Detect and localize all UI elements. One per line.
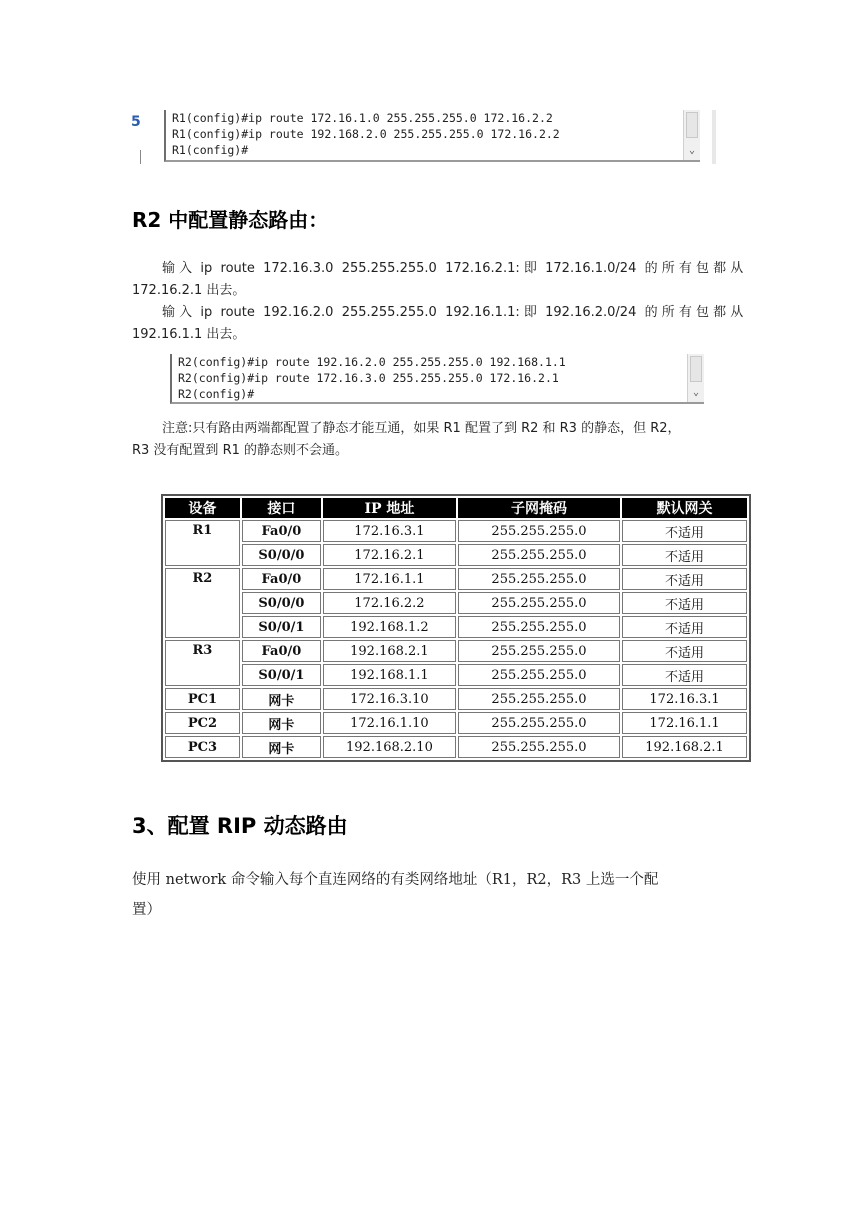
ip-cell: 192.168.2.1 xyxy=(323,640,456,662)
table-row xyxy=(165,568,747,590)
note-line2: R3 没有配置到 R1 的静态则不会通。 xyxy=(132,443,349,458)
mask-cell: 255.255.255.0 xyxy=(458,544,620,566)
interface-cell: S0/0/0 xyxy=(242,592,321,614)
gateway-cell: 192.168.2.1 xyxy=(622,736,747,758)
gateway-cell: 不适用 xyxy=(622,616,747,638)
table-row xyxy=(165,736,747,758)
paragraph-route-2-line2: 192.16.1.1 出去。 xyxy=(132,327,246,342)
paragraph-route-2-line1: 输 入 ip route 192.16.2.0 255.255.255.0 192.16.1.1: 即 192.16.2.0/24 的 所 有 包 都 从 xyxy=(162,305,744,320)
interface-cell: S0/0/1 xyxy=(242,616,321,638)
rip-instruction-line1: 使用 network 命令输入每个直连网络的有类网络地址（R1，R2，R3 上选一个配 xyxy=(132,872,659,888)
gateway-cell: 不适用 xyxy=(622,520,747,542)
device-cell: R3 xyxy=(165,640,240,686)
interface-cell: Fa0/0 xyxy=(242,568,321,590)
table-header-row xyxy=(165,498,747,518)
col-header-mask: 子网掩码 xyxy=(458,498,620,518)
ip-cell: 192.168.2.10 xyxy=(323,736,456,758)
terminal-line: R1(config)#ip route 172.16.1.0 255.255.255.0 172.16.2.2 xyxy=(172,111,553,125)
note-line1: 注意:只有路由两端都配置了静态才能互通，如果 R1 配置了到 R2 和 R3 的静态，但 R2， xyxy=(162,421,681,436)
table-row xyxy=(165,544,747,566)
mask-cell: 255.255.255.0 xyxy=(458,712,620,734)
terminal-frame-edge xyxy=(712,110,716,164)
scroll-thumb[interactable] xyxy=(686,112,698,138)
gateway-cell: 不适用 xyxy=(622,568,747,590)
chevron-down-icon[interactable]: ⌄ xyxy=(688,145,696,156)
terminal-r2 xyxy=(170,354,704,404)
table-row xyxy=(165,712,747,734)
table-row xyxy=(165,592,747,614)
table-row xyxy=(165,520,747,542)
interface-cell: Fa0/0 xyxy=(242,640,321,662)
col-header-ip: IP 地址 xyxy=(323,498,456,518)
terminal-scrollbar[interactable] xyxy=(687,354,704,402)
paragraph-route-1-line2: 172.16.2.1 出去。 xyxy=(132,283,246,298)
terminal-r1 xyxy=(164,110,700,162)
table-row xyxy=(165,640,747,662)
table-row xyxy=(165,616,747,638)
rip-instruction-line2: 置） xyxy=(132,902,161,918)
interface-cell: 网卡 xyxy=(242,736,321,758)
gateway-cell: 172.16.3.1 xyxy=(622,688,747,710)
device-cell: PC3 xyxy=(165,736,240,758)
addressing-table xyxy=(161,494,751,762)
paragraph-route-1-line1: 输 入 ip route 172.16.3.0 255.255.255.0 172.16.2.1: 即 172.16.1.0/24 的 所 有 包 都 从 xyxy=(162,261,744,276)
col-header-gateway: 默认网关 xyxy=(622,498,747,518)
mask-cell: 255.255.255.0 xyxy=(458,664,620,686)
ip-cell: 172.16.3.10 xyxy=(323,688,456,710)
ip-cell: 172.16.2.2 xyxy=(323,592,456,614)
col-header-interface: 接口 xyxy=(242,498,321,518)
device-cell: PC2 xyxy=(165,712,240,734)
terminal-line: R1(config)# xyxy=(172,143,249,157)
device-cell: PC1 xyxy=(165,688,240,710)
table-row xyxy=(165,688,747,710)
gateway-cell: 172.16.1.1 xyxy=(622,712,747,734)
table-row xyxy=(165,664,747,686)
mask-cell: 255.255.255.0 xyxy=(458,736,620,758)
scroll-thumb[interactable] xyxy=(690,356,702,382)
interface-cell: S0/0/0 xyxy=(242,544,321,566)
section-heading-rip: 3、配置 RIP 动态路由 xyxy=(132,814,348,838)
terminal-line: R2(config)#ip route 192.16.2.0 255.255.255.0 192.168.1.1 xyxy=(178,355,566,369)
device-cell: R2 xyxy=(165,568,240,638)
terminal-line: R2(config)# xyxy=(178,387,255,401)
mask-cell: 255.255.255.0 xyxy=(458,592,620,614)
terminal-scrollbar[interactable] xyxy=(683,110,700,160)
margin-rule xyxy=(140,150,141,164)
ip-cell: 172.16.1.1 xyxy=(323,568,456,590)
mask-cell: 255.255.255.0 xyxy=(458,640,620,662)
gateway-cell: 不适用 xyxy=(622,640,747,662)
mask-cell: 255.255.255.0 xyxy=(458,520,620,542)
section-heading-r2: R2 中配置静态路由： xyxy=(132,208,329,232)
mask-cell: 255.255.255.0 xyxy=(458,688,620,710)
interface-cell: S0/0/1 xyxy=(242,664,321,686)
gateway-cell: 不适用 xyxy=(622,544,747,566)
ip-cell: 172.16.1.10 xyxy=(323,712,456,734)
mask-cell: 255.255.255.0 xyxy=(458,616,620,638)
gateway-cell: 不适用 xyxy=(622,664,747,686)
col-header-device: 设备 xyxy=(165,498,240,518)
ip-cell: 192.168.1.1 xyxy=(323,664,456,686)
interface-cell: 网卡 xyxy=(242,712,321,734)
mask-cell: 255.255.255.0 xyxy=(458,568,620,590)
gateway-cell: 不适用 xyxy=(622,592,747,614)
chevron-down-icon[interactable]: ⌄ xyxy=(692,387,700,398)
ip-cell: 192.168.1.2 xyxy=(323,616,456,638)
ip-cell: 172.16.3.1 xyxy=(323,520,456,542)
terminal-line: R2(config)#ip route 172.16.3.0 255.255.255.0 172.16.2.1 xyxy=(178,371,559,385)
interface-cell: Fa0/0 xyxy=(242,520,321,542)
terminal-line: R1(config)#ip route 192.168.2.0 255.255.255.0 172.16.2.2 xyxy=(172,127,560,141)
interface-cell: 网卡 xyxy=(242,688,321,710)
ip-cell: 172.16.2.1 xyxy=(323,544,456,566)
margin-mark: 5 xyxy=(131,114,141,130)
device-cell: R1 xyxy=(165,520,240,566)
